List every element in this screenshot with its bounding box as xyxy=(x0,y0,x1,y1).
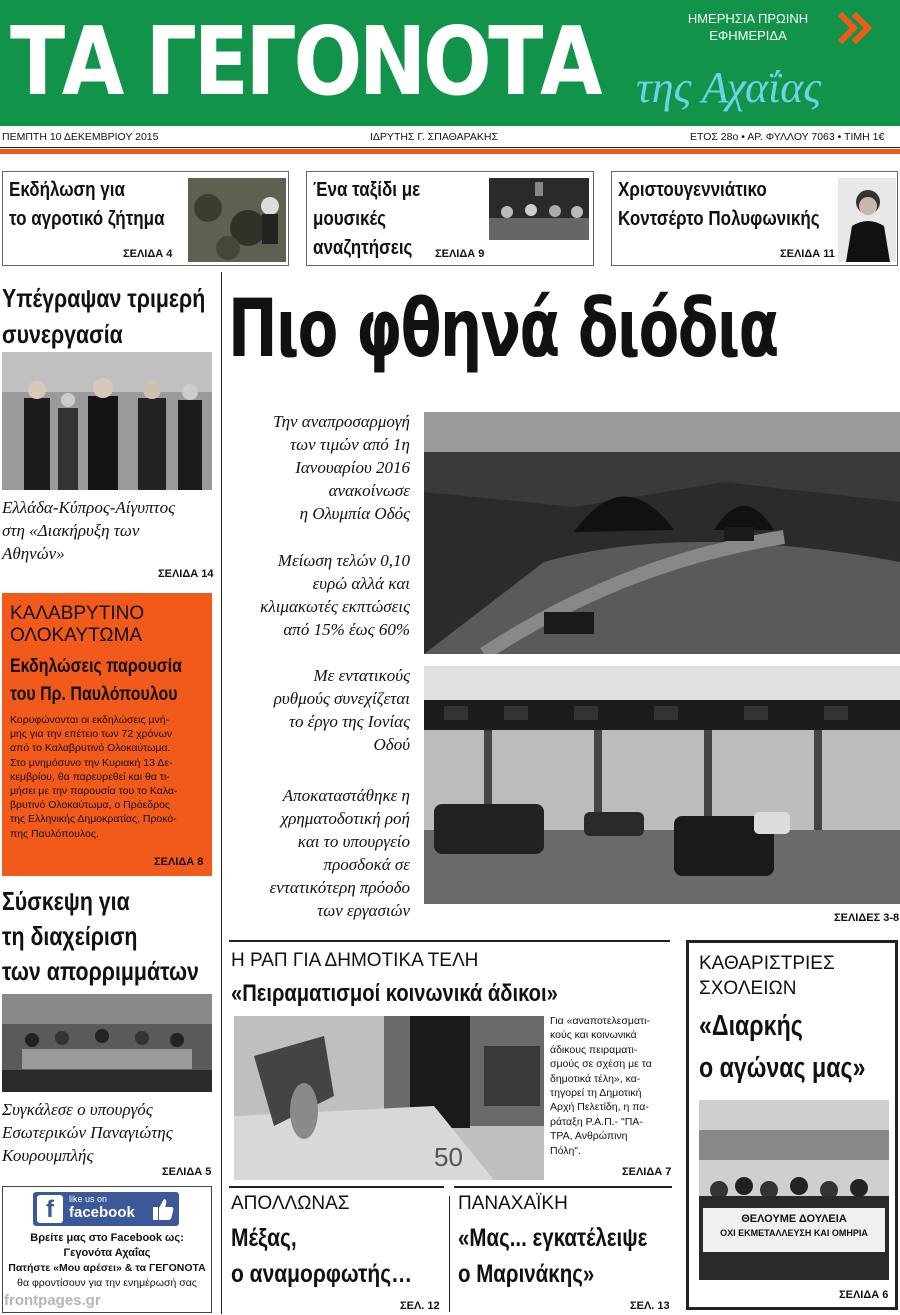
teaser-title xyxy=(9,176,165,234)
masthead-title: ΤΑ ΓΕΓΟΝΟΤΑ xyxy=(10,8,600,117)
orange-rule xyxy=(0,149,900,154)
deck-line: το έργο της Ιονίας xyxy=(288,712,410,731)
section-rule xyxy=(454,1186,672,1188)
kalavryta-box[interactable] xyxy=(2,593,212,876)
body-line: Στο μνημόσυνο την Κυριακή 13 Δε- xyxy=(10,756,173,769)
photo-meeting xyxy=(2,994,212,1092)
teaser-title-line: Χριστουγεννιάτικο xyxy=(618,179,767,201)
masthead-subtitle: της Αχαΐας xyxy=(636,63,822,112)
body-line: μης για την επέτειο των 72 χρόνων xyxy=(10,728,173,741)
deck-line: η Ολυμπία Οδός xyxy=(299,504,410,523)
headline-line: Σύσκεψη για xyxy=(2,886,130,916)
teaser-box-agricultural[interactable] xyxy=(2,171,289,266)
headline-line: ο αναμορφωτής… xyxy=(231,1260,413,1288)
body-line: δημοτικά τέλη», κα- xyxy=(550,1072,641,1085)
svg-text:50: 50 xyxy=(434,1142,463,1172)
photo-tunnel-construction xyxy=(424,412,900,654)
teaser-title-line: μουσικές xyxy=(313,208,387,230)
lead-deck-3 xyxy=(224,664,410,756)
headline-line: Υπέγραψαν τριμερή xyxy=(2,283,206,313)
photo-leaders xyxy=(2,352,212,490)
facebook-brand: facebook xyxy=(69,1204,135,1221)
body-line: βρυτινό Ολοκαύτωμα, ο Πρόεδρος xyxy=(10,799,170,812)
headline-line: συνεργασία xyxy=(2,319,123,349)
column-rule xyxy=(221,272,222,1314)
lead-deck-2 xyxy=(224,549,410,641)
cleaners-box[interactable] xyxy=(686,940,898,1310)
kicker-line: ΣΧΟΛΕΙΩΝ xyxy=(699,978,797,999)
deck-line: από 15% έως 60% xyxy=(283,620,410,639)
facebook-line: Πατήστε «Μου αρέσει» & τα ΓΕΓΟΝΟΤΑ xyxy=(8,1262,206,1274)
body-line: Για «αναποτελεσματι- xyxy=(550,1015,651,1027)
sports2-kicker: ΠΑΝΑΧΑΪΚΗ xyxy=(458,1193,568,1214)
photo-fees xyxy=(234,1016,544,1180)
deck-line: χρηματοδοτική ροή xyxy=(280,809,410,828)
lead-headline[interactable]: Πιο φθηνά διόδια xyxy=(228,282,778,375)
photo-panel xyxy=(489,178,589,240)
body-line: μήσει με την παρουσία του το Καλα- xyxy=(10,785,178,798)
caption-line: Ελλάδα-Κύπρος-Αίγυπτος xyxy=(2,498,176,517)
facebook-line: θα φροντίσουν για την ενημέρωσή σας xyxy=(17,1277,197,1289)
teaser-title-line: Ένα ταξίδι με xyxy=(313,179,421,201)
body-line: Κορυφώνονται οι εκδηλώσεις μνή- xyxy=(10,714,170,726)
body-line: Πόλη". xyxy=(550,1144,581,1157)
headline-line: του Πρ. Παυλόπουλου xyxy=(10,684,178,705)
cleaners-kicker xyxy=(699,951,835,1001)
deck-line: και το υπουργείο xyxy=(297,832,410,851)
sports2-headline[interactable] xyxy=(458,1220,647,1292)
kicker-line: ΟΛΟΚΑΥΤΩΜΑ xyxy=(10,625,143,646)
headline-line: ο Μαρινάκης» xyxy=(458,1260,595,1288)
teaser-box-concert[interactable] xyxy=(611,171,898,266)
deck-line: ρυθμούς συνεχίζεται xyxy=(273,689,410,708)
caption-line: Αθηνών» xyxy=(2,544,65,563)
lead-deck-4 xyxy=(224,784,410,922)
headline-line: Εκδηλώσεις παρουσία xyxy=(10,656,182,677)
story-headline-trilateral[interactable] xyxy=(2,280,205,352)
headline-line: των απορριμμάτων xyxy=(2,956,199,986)
headline-line: «Μας... εγκατέλειψε xyxy=(458,1224,648,1252)
body-line: τηγορεί τη Δημοτική xyxy=(550,1087,642,1100)
banner-line: ΘΕΛΟΥΜΕ ΔΟΥΛΕΙΑ xyxy=(741,1213,847,1225)
issue-number: ΕΤΟΣ 28ο • ΑΡ. ΦΥΛΛΟΥ 7063 • ΤΙΜΗ 1€ xyxy=(690,131,885,143)
section-rule xyxy=(229,1186,444,1188)
masthead-tagline xyxy=(660,10,836,44)
rap-headline[interactable]: «Πειραματισμοί κοινωνικά άδικοι» xyxy=(231,980,558,1007)
body-line: ράταξη Ρ.Α.Π.- "ΠΑ- xyxy=(550,1115,643,1128)
body-line: πης Παυλόπουλος. xyxy=(10,827,99,840)
photo-conductor xyxy=(838,178,896,262)
body-line: ΤΡΑ, Ανθρώπινη xyxy=(550,1130,628,1143)
founder: ΙΔΡΥΤΗΣ Γ. ΣΠΑΘΑΡΑΚΗΣ xyxy=(370,131,498,143)
sports1-headline[interactable] xyxy=(231,1220,412,1292)
kicker xyxy=(10,603,144,647)
facebook-line: Γεγονότα Αχαΐας xyxy=(63,1247,151,1259)
photo-farm xyxy=(188,178,286,262)
protest-banner xyxy=(703,1212,885,1240)
page-reference: ΣΕΛΙΔΑ 6 xyxy=(839,1289,889,1301)
facebook-text xyxy=(3,1231,211,1291)
deck-line: Ιανουαρίου 2016 xyxy=(295,458,410,477)
page-reference: ΣΕΛ. 12 xyxy=(400,1300,440,1312)
tagline-line-1: ΗΜΕΡΗΣΙΑ ΠΡΩΙΝΗ xyxy=(687,11,809,26)
deck-line: των τιμών από 1η xyxy=(289,435,410,454)
page-reference: ΣΕΛΙΔΑ 4 xyxy=(123,248,173,260)
watermark: frontpages.gr xyxy=(4,1292,101,1309)
sports1-kicker: ΑΠΟΛΛΩΝΑΣ xyxy=(231,1193,350,1214)
body-line: Αρχή Πελετίδη, η πα- xyxy=(550,1101,649,1114)
headline-line: ο αγώνας μας» xyxy=(699,1052,866,1084)
headline-line: Μέξας, xyxy=(231,1224,297,1252)
teaser-title-line: Εκδήλωση για xyxy=(9,179,125,201)
deck-line: κλιμακωτές εκπτώσεις xyxy=(260,597,410,616)
body-line: κούς και κοινωνικά xyxy=(550,1029,637,1042)
tagline-line-2: ΕΦΗΜΕΡΙΔΑ xyxy=(709,28,787,43)
photo-protest xyxy=(699,1100,889,1280)
deck-line: ανακοίνωσε xyxy=(328,481,410,500)
story-headline-waste[interactable] xyxy=(2,884,199,989)
headline-line: «Διαρκής xyxy=(699,1010,803,1042)
page-reference: ΣΕΛΙΔΑ 9 xyxy=(435,248,485,260)
double-chevron-icon xyxy=(836,10,876,46)
facebook-like-us: like us on xyxy=(69,1194,108,1204)
story-caption-trilateral xyxy=(2,496,175,565)
page-reference: ΣΕΛΙΔΑ 5 xyxy=(162,1166,212,1178)
deck-line: Οδού xyxy=(373,735,410,754)
teaser-title xyxy=(313,176,420,263)
teaser-title-line: το αγροτικό ζήτημα xyxy=(9,208,165,230)
column-rule xyxy=(449,1196,450,1312)
page-reference: ΣΕΛΙΔΕΣ 3-8 xyxy=(834,912,900,924)
story-caption-waste xyxy=(2,1098,173,1167)
photo-toll-station xyxy=(424,666,900,904)
deck-line: των εργασιών xyxy=(317,901,410,920)
kalavryta-headline xyxy=(10,653,182,709)
teaser-box-music[interactable] xyxy=(306,171,594,266)
facebook-line: Βρείτε μας στο Facebook ως: xyxy=(30,1232,184,1244)
facebook-f-icon: f xyxy=(37,1195,63,1223)
page-reference: ΣΕΛΙΔΑ 11 xyxy=(780,248,835,260)
kalavryta-body xyxy=(10,713,206,841)
teaser-title xyxy=(618,176,820,234)
deck-line: Με εντατικούς xyxy=(313,666,410,685)
rap-body xyxy=(550,1014,672,1158)
deck-line: Μείωση τελών 0,10 xyxy=(277,551,410,570)
body-line: από το Καλαβρυτινό Ολοκαύτωμα. xyxy=(10,742,171,755)
page-reference: ΣΕΛ. 13 xyxy=(630,1300,670,1312)
teaser-title-line: αναζητήσεις xyxy=(313,237,413,259)
body-line: άδικους πειραματι- xyxy=(550,1043,638,1056)
page-reference: ΣΕΛΙΔΑ 7 xyxy=(622,1166,672,1178)
cleaners-headline xyxy=(699,1005,865,1089)
issue-info-bar xyxy=(0,126,900,148)
headline-line: τη διαχείριση xyxy=(2,921,138,951)
deck-line: εντατικότερη πρόοδο xyxy=(269,878,410,897)
facebook-badge[interactable] xyxy=(33,1192,179,1226)
caption-line: στη «Διακήρυξη των xyxy=(2,521,140,540)
caption-line: Εσωτερικών Παναγιώτης xyxy=(2,1123,173,1142)
thumbs-up-icon xyxy=(151,1196,175,1222)
deck-line: Την αναπροσαρμογή xyxy=(273,412,410,431)
deck-line: προσδοκά σε xyxy=(323,855,410,874)
rap-kicker: Η ΡΑΠ ΓΙΑ ΔΗΜΟΤΙΚΑ ΤΕΛΗ xyxy=(231,950,479,971)
body-line: της Ελληνικής Δημοκρατίας, Προκό- xyxy=(10,813,177,826)
teaser-title-line: Κοντσέρτο Πολυφωνικής xyxy=(618,208,820,230)
deck-line: ευρώ αλλά και xyxy=(312,574,410,593)
issue-date: ΠΕΜΠΤΗ 10 ΔΕΚΕΜΒΡΙΟΥ 2015 xyxy=(2,131,159,143)
section-rule xyxy=(229,940,670,942)
caption-line: Συγκάλεσε ο υπουργός xyxy=(2,1100,153,1119)
page-reference: ΣΕΛΙΔΑ 8 xyxy=(154,856,204,868)
banner-line: ΟΧΙ ΕΚΜΕΤΑΛΛΕΥΣΗ ΚΑΙ ΟΜΗΡΙΑ xyxy=(720,1228,868,1238)
kicker-line: ΚΑΛΑΒΡΥΤΙΝΟ xyxy=(10,603,145,624)
deck-line: Αποκαταστάθηκε η xyxy=(282,786,410,805)
kicker-line: ΚΑΘΑΡΙΣΤΡΙΕΣ xyxy=(699,953,835,974)
body-line: κεμβρίου, θα παρευρεθεί και θα τι- xyxy=(10,770,170,783)
lead-deck-1 xyxy=(224,410,410,525)
caption-line: Κουρουμπλής xyxy=(2,1146,94,1165)
body-line: σμούς σε σχέση με τα xyxy=(550,1058,652,1071)
page-reference: ΣΕΛΙΔΑ 14 xyxy=(158,568,214,580)
